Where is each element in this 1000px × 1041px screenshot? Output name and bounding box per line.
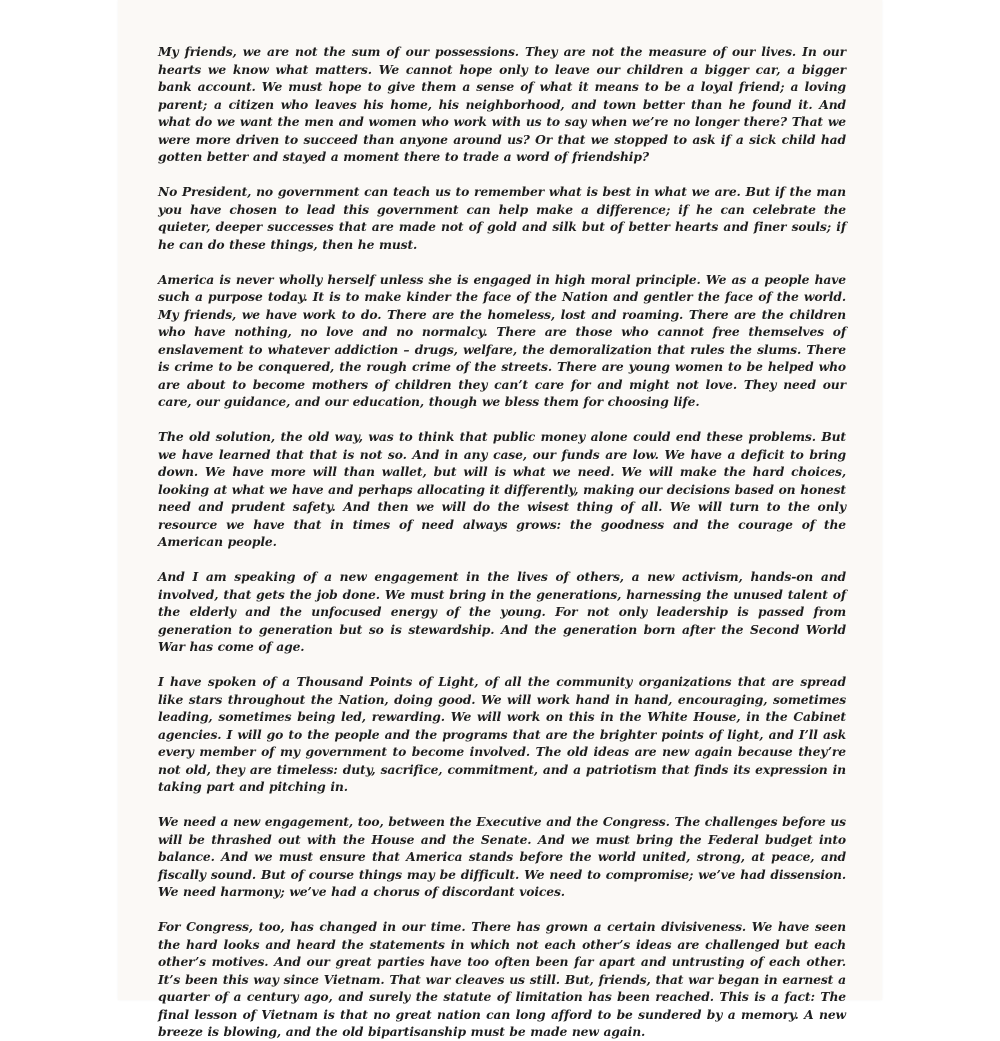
document-page	[118, 0, 882, 1039]
paragraph-5: And I am speaking of a new engagement in the lives of others, a new activism, hands-on and involved, that gets the job done. We must bring in the generations, harnessing the unused talent of the elderly and the unfocused energy of the young. For not only leadership is passed from generation to generation but so is stewardship. And the generation born after the Second World War has come of age.	[158, 569, 846, 654]
paragraph-1: My friends, we are not the sum of our possessions. They are not the measure of our lives. In our hearts we know what matters. We cannot hope only to leave our children a bigger car, a bigger bank account. We must hope to give them a sense of what it means to be a loyal friend; a loving parent; a citizen who leaves his home, his neighborhood, and town better than he found it. And what do we want the men and women who work with us to say when we’re no longer there? That we were more driven to succeed than anyone around us? Or that we stopped to ask if a sick child had gotten better and stayed a moment there to trade a word of friendship?	[158, 44, 846, 164]
paragraph-8: For Congress, too, has changed in our time. There has grown a certain divisiveness. We have seen the hard looks and heard the statements in which not each other’s ideas are challenged but each other’s motives. And our great parties have too often been far apart and untrusting of each other. It’s been this way since Vietnam. That war cleaves us still. But, friends, that war began in earnest a quarter of a century ago, and surely the statute of limitation has been reached. This is a fact: The final lesson of Vietnam is that no great nation can long afford to be sundered by a memory. A new breeze is blowing, and the old bipartisanship must be made new again.	[158, 919, 846, 1039]
paragraph-7: We need a new engagement, too, between the Executive and the Congress. The challenges before us will be thrashed out with the House and the Senate. And we must bring the Federal budget into balance. And we must ensure that America stands before the world united, strong, at peace, and fiscally sound. But of course things may be difficult. We need to compromise; we’ve had dissension. We need harmony; we’ve had a chorus of discordant voices.	[158, 814, 846, 899]
paragraph-2: No President, no government can teach us to remember what is best in what we are. But if the man you have chosen to lead this government can help make a difference; if he can celebrate the quieter, deeper successes that are made not of gold and silk but of better hearts and finer souls; if he can do these things, then he must.	[158, 184, 846, 252]
paragraph-6: I have spoken of a Thousand Points of Light, of all the community organizations that are spread like stars throughout the Nation, doing good. We will work hand in hand, encouraging, sometimes leading, sometimes being led, rewarding. We will work on this in the White House, in the Cabinet agencies. I will go to the people and the programs that are the brighter points of light, and I’ll ask every member of my government to become involved. The old ideas are new again because they’re not old, they are timeless: duty, sacrifice, commitment, and a patriotism that finds its expression in taking part and pitching in.	[158, 674, 846, 794]
document-body	[158, 43, 846, 1041]
paragraph-3: America is never wholly herself unless she is engaged in high moral principle. We as a people have such a purpose today. It is to make kinder the face of the Nation and gentler the face of the world. My friends, we have work to do. There are the homeless, lost and roaming. There are the children who have nothing, no love and no normalcy. There are those who cannot free themselves of enslavement to whatever addiction – drugs, welfare, the demoralization that rules the slums. There is crime to be conquered, the rough crime of the streets. There are young women to be helped who are about to become mothers of children they can’t care for and might not love. They need our care, our guidance, and our education, though we bless them for choosing life.	[158, 271, 846, 409]
paragraph-4: The old solution, the old way, was to think that public money alone could end these problems. But we have learned that that is not so. And in any case, our funds are low. We have a deficit to bring down. We have more will than wallet, but will is what we need. We will make the hard choices, looking at what we have and perhaps allocating it differently, making our decisions based on honest need and prudent safety. And then we will do the wisest thing of all. We will turn to the only resource we have that in times of need always grows: the goodness and the courage of the American people.	[158, 429, 846, 549]
